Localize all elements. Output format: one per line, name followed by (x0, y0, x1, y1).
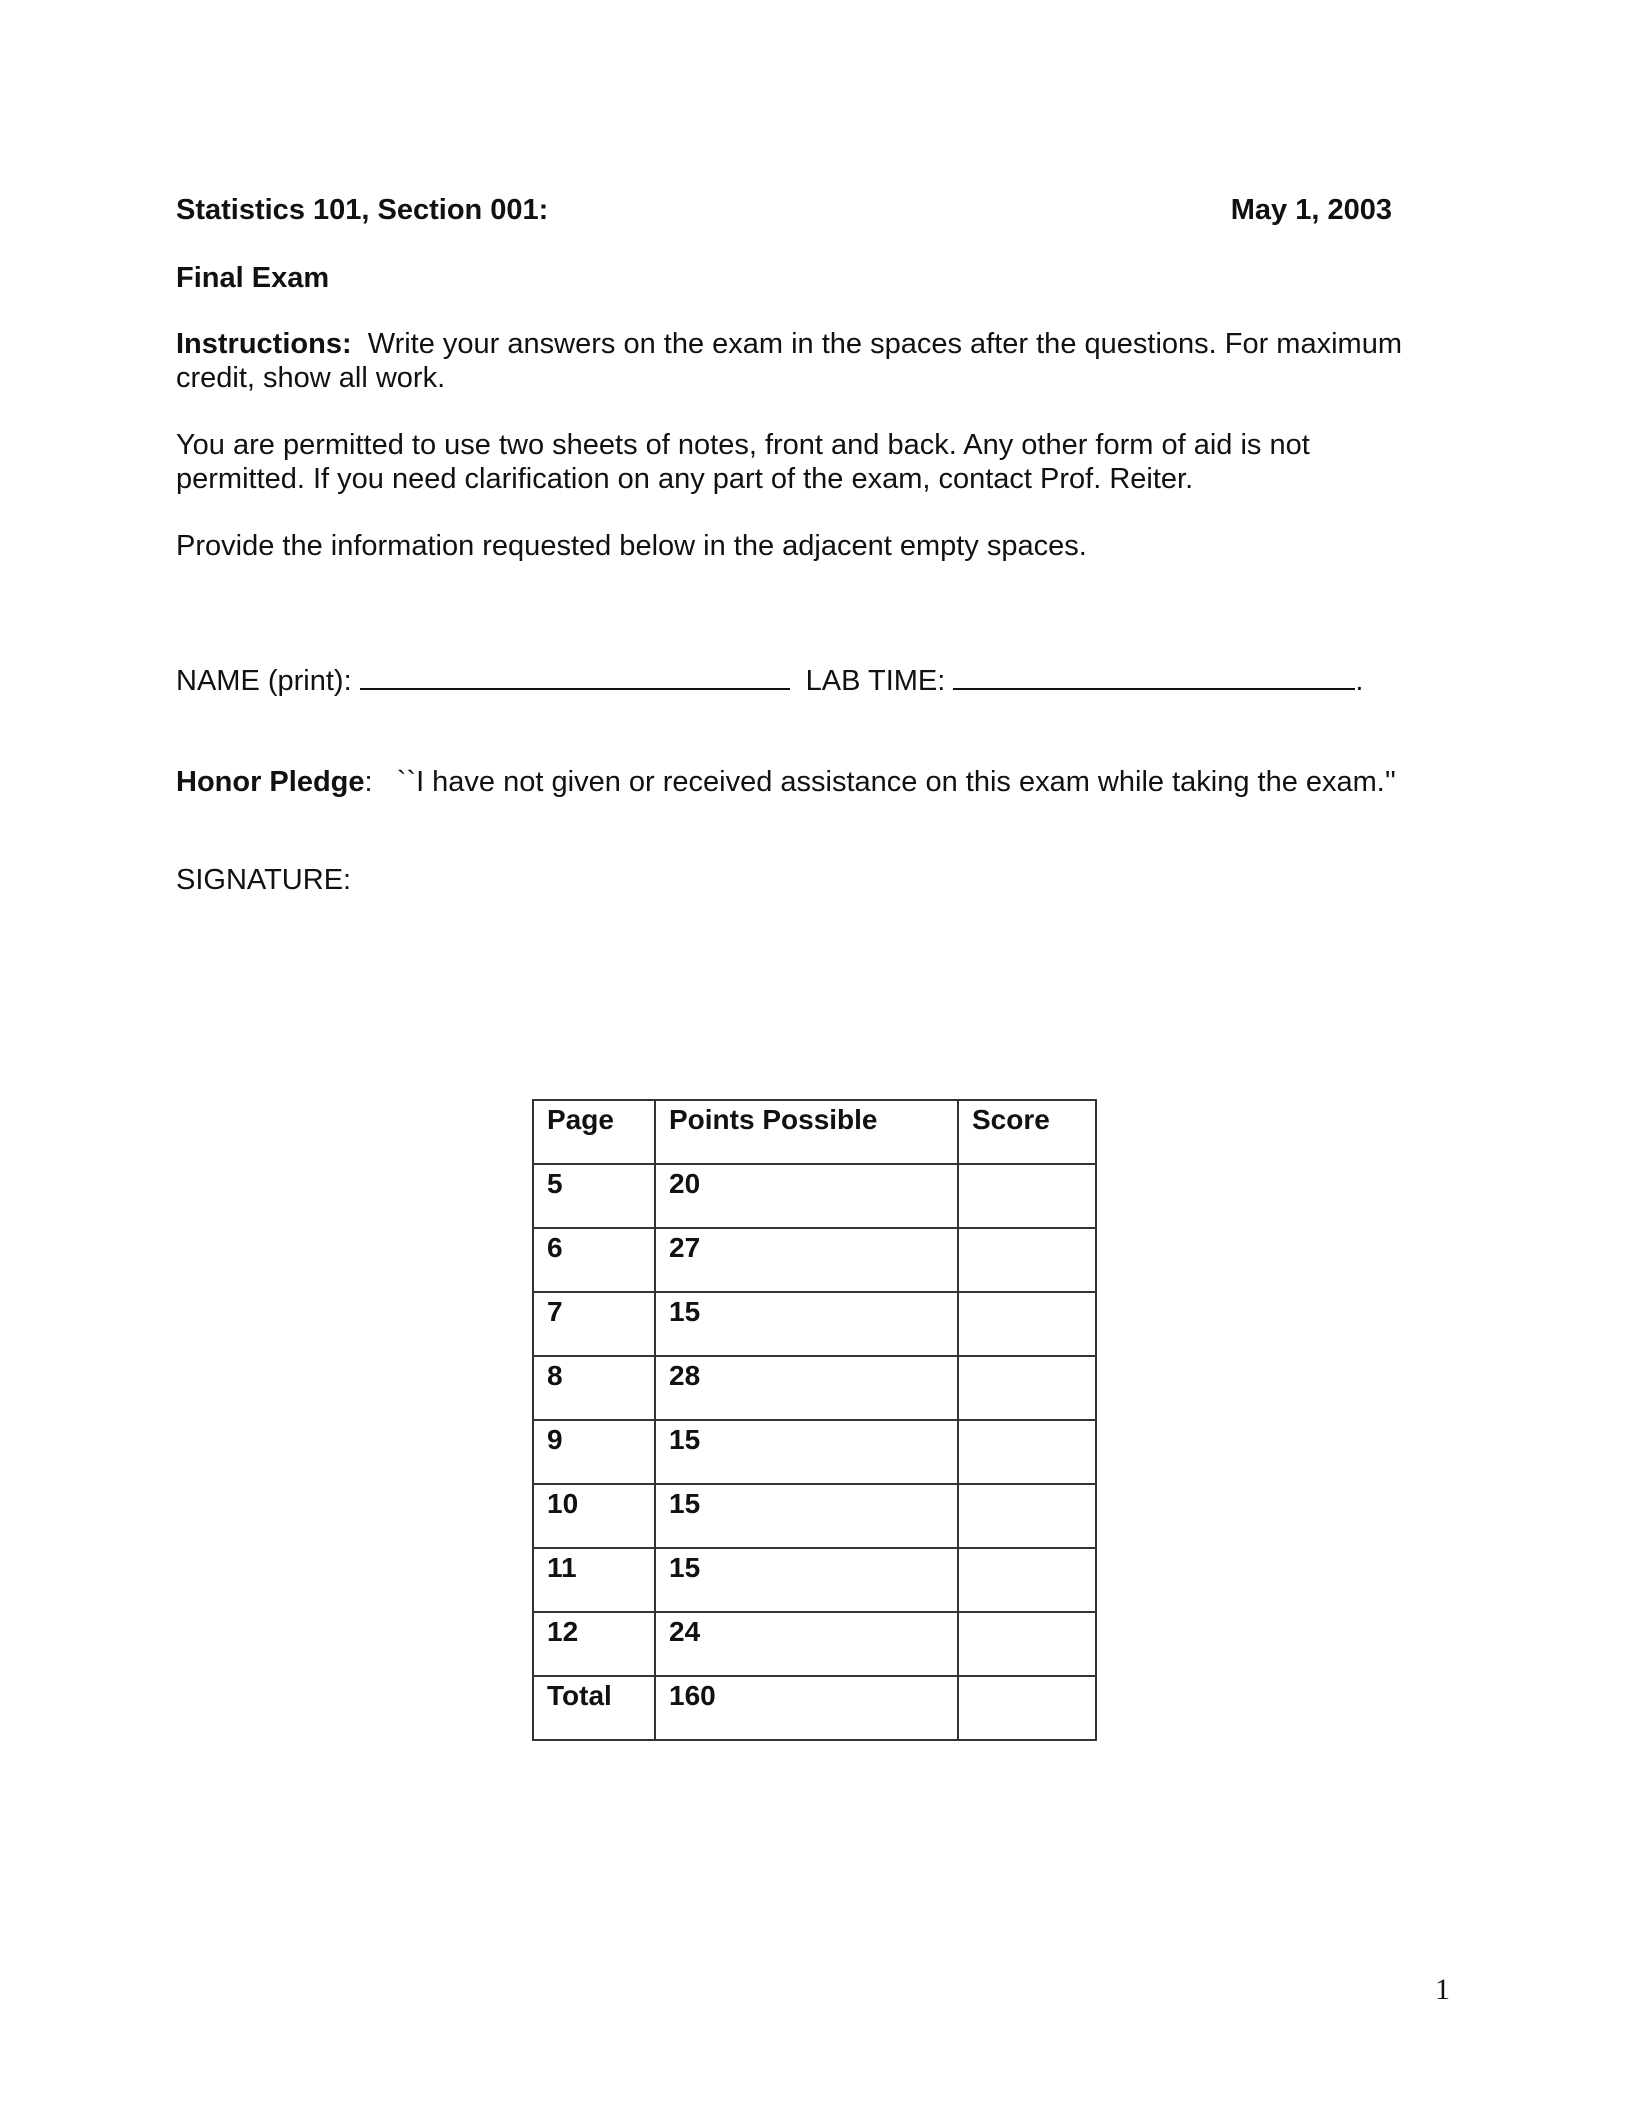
cell-score[interactable] (958, 1228, 1096, 1292)
lab-time-blank-line[interactable] (953, 664, 1355, 690)
cell-total-score[interactable] (958, 1676, 1096, 1740)
cell-score[interactable] (958, 1292, 1096, 1356)
cell-points: 27 (655, 1228, 958, 1292)
cell-page: 10 (533, 1484, 655, 1548)
page-number: 1 (1435, 1973, 1450, 2006)
cell-points: 15 (655, 1484, 958, 1548)
table-row (533, 1356, 1096, 1420)
name-blank-line[interactable] (360, 664, 790, 690)
table-row (533, 1548, 1096, 1612)
instructions-label: Instructions: (176, 328, 352, 360)
cell-score[interactable] (958, 1548, 1096, 1612)
cell-page: 5 (533, 1164, 655, 1228)
cell-score[interactable] (958, 1356, 1096, 1420)
instructions-paragraph (176, 327, 1446, 395)
cell-points: 15 (655, 1548, 958, 1612)
cell-points: 28 (655, 1356, 958, 1420)
cell-page: 12 (533, 1612, 655, 1676)
header-score: Score (958, 1100, 1096, 1164)
cell-page: 11 (533, 1548, 655, 1612)
lab-time-period: . (1355, 665, 1364, 697)
honor-pledge-text: ``I have not given or received assistance on this exam while taking the exam.'' (372, 766, 1396, 798)
name-lab-row (176, 664, 1363, 698)
cell-score[interactable] (958, 1164, 1096, 1228)
honor-pledge-label: Honor Pledge (176, 766, 365, 798)
table-header-row (533, 1100, 1096, 1164)
table-row (533, 1228, 1096, 1292)
cell-score[interactable] (958, 1420, 1096, 1484)
cell-points: 20 (655, 1164, 958, 1228)
table-row (533, 1484, 1096, 1548)
provide-info-paragraph: Provide the information requested below in the adjacent empty spaces. (176, 530, 1087, 562)
cell-points: 24 (655, 1612, 958, 1676)
honor-pledge (176, 765, 1396, 799)
course-title: Statistics 101, Section 001: (176, 194, 549, 226)
name-label: NAME (print): (176, 665, 352, 697)
cell-total-points: 160 (655, 1676, 958, 1740)
cell-points: 15 (655, 1292, 958, 1356)
header-page: Page (533, 1100, 655, 1164)
table-total-row (533, 1676, 1096, 1740)
exam-date: May 1, 2003 (1230, 194, 1392, 226)
table-row (533, 1292, 1096, 1356)
signature-label: SIGNATURE: (176, 864, 352, 896)
honor-pledge-colon: : (364, 766, 373, 798)
lab-time-label: LAB TIME: (805, 665, 946, 697)
cell-page: 7 (533, 1292, 655, 1356)
cell-page: 8 (533, 1356, 655, 1420)
table-row (533, 1612, 1096, 1676)
aid-policy-paragraph: You are permitted to use two sheets of notes, front and back. Any other form of aid is not permitted. If you need clarification on any part of the exam, contact Prof. Reiter. (176, 429, 1310, 495)
table-row (533, 1420, 1096, 1484)
cell-page: 9 (533, 1420, 655, 1484)
cell-score[interactable] (958, 1612, 1096, 1676)
cell-score[interactable] (958, 1484, 1096, 1548)
cell-total-label: Total (533, 1676, 655, 1740)
exam-title: Final Exam (176, 262, 330, 294)
cell-page: 6 (533, 1228, 655, 1292)
cell-points: 15 (655, 1420, 958, 1484)
header-points-possible: Points Possible (655, 1100, 958, 1164)
score-table (532, 1099, 1097, 1741)
table-row (533, 1164, 1096, 1228)
instructions-text: Write your answers on the exam in the spaces after the questions. For maximum credit, show all work. (176, 328, 1411, 394)
